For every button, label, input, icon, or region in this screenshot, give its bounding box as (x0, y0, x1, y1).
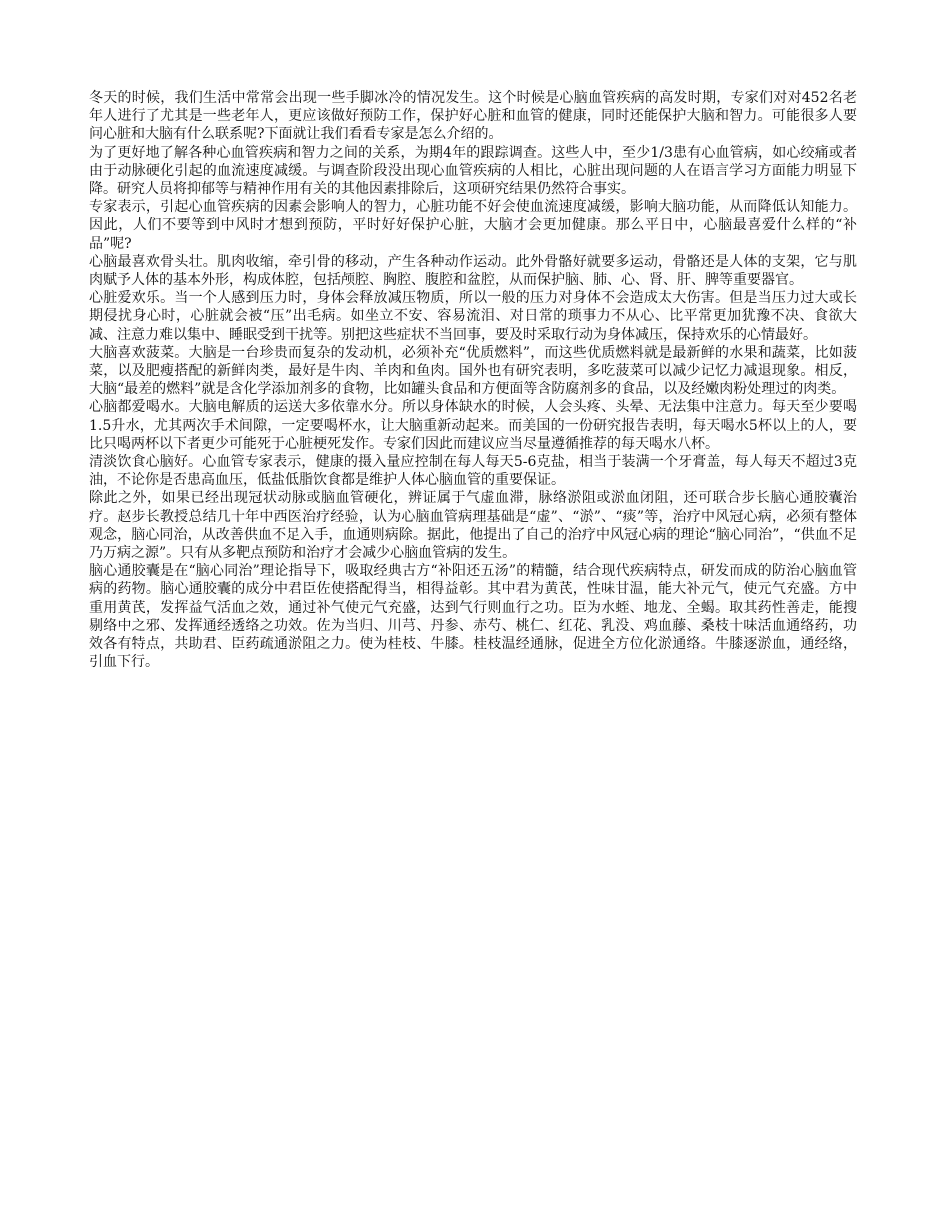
paragraph-joy: 心脏爱欢乐。当一个人感到压力时，身体会释放减压物质，所以一般的压力对身体不会造成太大伤害。但是当压力过大或长期侵扰身心时，心脏就会被“压”出毛病。如坐立不安、容易流泪、对日常的琐事力不从心、比平常更加犹豫不决、食欲大减、注意力难以集中、睡眠受到干扰等。别把这些症状不当回事，要及时采取行动为身体减压，保持欢乐的心情最好。 (89, 290, 857, 343)
paragraph-capsule: 脑心通胶囊是在“脑心同治”理论指导下，吸取经典古方“补阳还五汤”的精髓，结合现代疾病特点，研发而成的防治心脑血管病的药物。脑心通胶囊的成分中君臣佐使搭配得当，相得益彰。其中君为黄芪，性味甘温，能大补元气，使元气充盛。方中重用黄芪，发挥益气活血之效，通过补气使元气充盛，达到气行则血行之功。臣为水蛭、地龙、全蝎。取其药性善走，能搜剔络中之邪、发挥通经透络之功效。佐为当归、川芎、丹参、赤芍、桃仁、红花、乳没、鸡血藤、桑枝十味活血通络药，功效各有特点，共助君、臣药疏通淤阻之力。使为桂枝、牛膝。桂枝温经通脉，促进全方位化淤通络。牛膝逐淤血，通经络，引血下行。 (89, 563, 857, 671)
paragraph-bones: 心脑最喜欢骨头壮。肌肉收缩，牵引骨的移动，产生各种动作运动。此外骨骼好就要多运动，骨骼还是人体的支架，它与肌肉赋予人体的基本外形，构成体腔，包括颅腔、胸腔、腹腔和盆腔，从而保护脑、肺、心、肾、肝、脾等重要器官。 (89, 253, 857, 289)
paragraph-expert: 专家表示，引起心血管疾病的因素会影响人的智力，心脏功能不好会使血流速度减缓，影响大脑功能，从而降低认知能力。因此，人们不要等到中风时才想到预防，平时好好保护心脏，大脑才会更加健康。那么平日中，心脑最喜爱什么样的“补品”呢? (89, 199, 857, 252)
paragraph-treatment: 除此之外，如果已经出现冠状动脉或脑血管硬化，辨证属于气虚血滞，脉络淤阻或淤血闭阻，还可联合步长脑心通胶囊治疗。赵步长教授总结几十年中西医治疗经验，认为心脑血管病理基础是“虚”、“淤”、“痰”等，治疗中风冠心病，必须有整体观念，脑心同治，从改善供血不足入手，血通则病除。据此，他提出了自己的治疗中风冠心病的理论“脑心同治”，“供血不足乃万病之源”。只有从多靶点预防和治疗才会减少心脑血管病的发生。 (89, 490, 857, 562)
paragraph-diet: 清淡饮食心脑好。心血管专家表示，健康的摄入量应控制在每人每天5-6克盐，相当于装满一个牙膏盖，每人每天不超过3克油，不论你是否患高血压，低盐低脂饮食都是维护人体心脑血管的重要保证。 (89, 454, 857, 489)
paragraph-water: 心脑都爱喝水。大脑电解质的运送大多依靠水分。所以身体缺水的时候，人会头疼、头晕、无法集中注意力。每天至少要喝1.5升水，尤其两次手术间隙，一定要喝杯水，让大脑重新动起来。而美国的一份研究报告表明，每天喝水5杯以上的人，要比只喝两杯以下者更少可能死于心脏梗死发作。专家们因此而建议应当尽量遵循推荐的每天喝水八杯。 (89, 399, 857, 452)
paragraph-spinach: 大脑喜欢菠菜。大脑是一台珍贵而复杂的发动机，必须补充“优质燃料”，而这些优质燃料就是最新鲜的水果和蔬菜，比如菠菜，以及肥瘦搭配的新鲜肉类，最好是牛肉、羊肉和鱼肉。国外也有研究表明，多吃菠菜可以减少记忆力减退现象。相反，大脑“最差的燃料”就是含化学添加剂多的食物，比如罐头食品和方便面等含防腐剂多的食品，以及经嫩肉粉处理过的肉类。 (89, 344, 857, 398)
document-body (89, 89, 857, 672)
paragraph-intro: 冬天的时候，我们生活中常常会出现一些手脚冰冷的情况发生。这个时候是心脑血管疾病的高发时期，专家们对对452名老年人进行了尤其是一些老年人，更应该做好预防工作，保护好心脏和血管的健康，同时还能保护大脑和智力。可能很多人要问心脏和大脑有什么联系呢?下面就让我们看看专家是怎么介绍的。 (89, 90, 857, 143)
paragraph-study: 为了更好地了解各种心血管疾病和智力之间的关系，为期4年的跟踪调查。这些人中，至少1/3患有心血管病，如心绞痛或者由于动脉硬化引起的血流速度减缓。与调查阶段没出现心血管疾病的人相比，心脏出现问题的人在语言学习方面能力明显下降。研究人员将抑郁等与精神作用有关的其他因素排除后，这项研究结果仍然符合事实。 (89, 144, 857, 198)
